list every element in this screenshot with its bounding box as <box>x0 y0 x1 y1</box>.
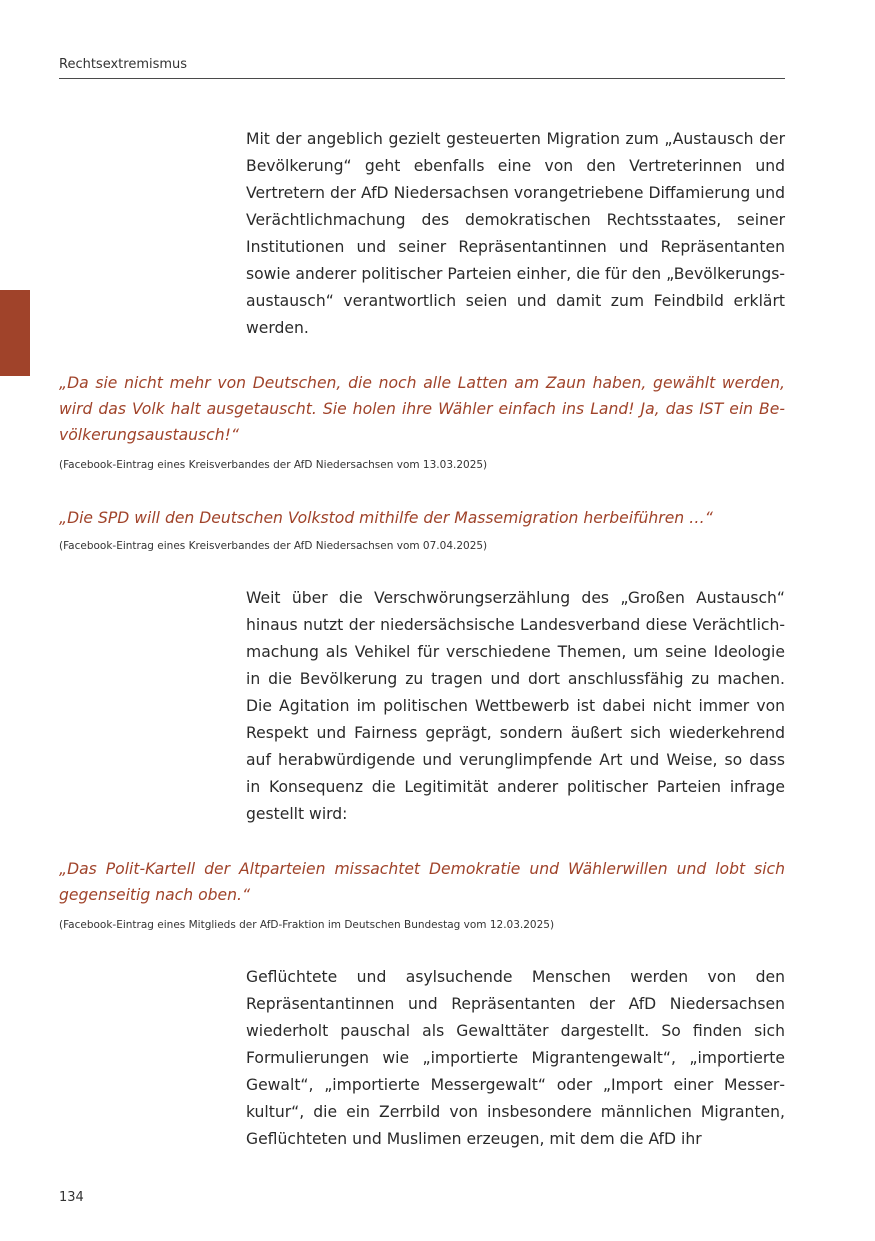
running-header: Rechtsextremismus <box>59 57 188 72</box>
body-paragraph-1: Mit der angeblich gezielt gesteuerten Migration zum „Austausch der Bevölkerung“ geht ebenfalls eine von den Vertreterinnen und Vertretern der AfD Niedersachsen vorangetriebene Diffamierung und Verächtlichmachung des demokratischen Rechtsstaates, seiner Institutionen und seiner Repräsentantinnen und Repräsentanten sowie anderer politischer Parteien einher, die für den „Bevölkerungsaustausch“ verantwortlich seien und damit zum Feindbild erklärt werden. <box>246 130 785 337</box>
chapter-side-tab <box>0 290 30 376</box>
quote-2-source: (Facebook-Eintrag eines Kreisverbandes der AfD Niedersachsen vom 07.04.2025) <box>59 540 488 552</box>
quote-3: „Das Polit-Kartell der Altparteien missachtet Demokratie und Wählerwillen und lobt sich gegenseitig nach oben.“ <box>59 860 785 904</box>
header-rule <box>59 78 785 79</box>
page-number: 134 <box>59 1190 84 1205</box>
quote-3-source: (Facebook-Eintrag eines Mitglieds der AfD-Fraktion im Deutschen Bundestag vom 12.03.2025) <box>59 919 555 931</box>
body-paragraph-3: Geflüchtete und asylsuchende Menschen werden von den Repräsentantinnen und Repräsentanten der AfD Niedersachsen wiederholt pauschal als Gewalttäter dargestellt. So finden sich Formulierungen wie „importierte Migrantengewalt“, „importierte Gewalt“, „importierte Messergewalt“ oder „Import einer Messerkultur“, die ein Zerrbild von insbesondere männlichen Migranten, Geflüchteten und Muslimen erzeugen, mit dem die AfD ihr <box>246 968 785 1148</box>
quote-1-source: (Facebook-Eintrag eines Kreisverbandes der AfD Niedersachsen vom 13.03.2025) <box>59 459 488 471</box>
body-paragraph-2: Weit über die Verschwörungserzählung des „Großen Austausch“ hinaus nutzt der niedersächsische Landesverband diese Verächtlichmachung als Vehikel für verschiedene Themen, um seine Ideologie in die Bevölkerung zu tragen und dort anschlussfähig zu machen. Die Agitation im politischen Wettbewerb ist dabei nicht immer von Respekt und Fairness geprägt, sondern äußert sich wiederkehrend auf herabwürdigende und verunglimpfende Art und Weise, so dass in Konsequenz die Legitimität anderer politischer Parteien infrage gestellt wird: <box>246 589 785 823</box>
quote-1: „Da sie nicht mehr von Deutschen, die noch alle Latten am Zaun haben, gewählt werden, wird das Volk halt ausgetauscht. Sie holen ihre Wähler einfach ins Land! Ja, das IST ein Bevölkerungsaustausch!“ <box>59 374 785 444</box>
quote-2: „Die SPD will den Deutschen Volkstod mithilfe der Massemigration herbeiführen …“ <box>59 509 713 527</box>
